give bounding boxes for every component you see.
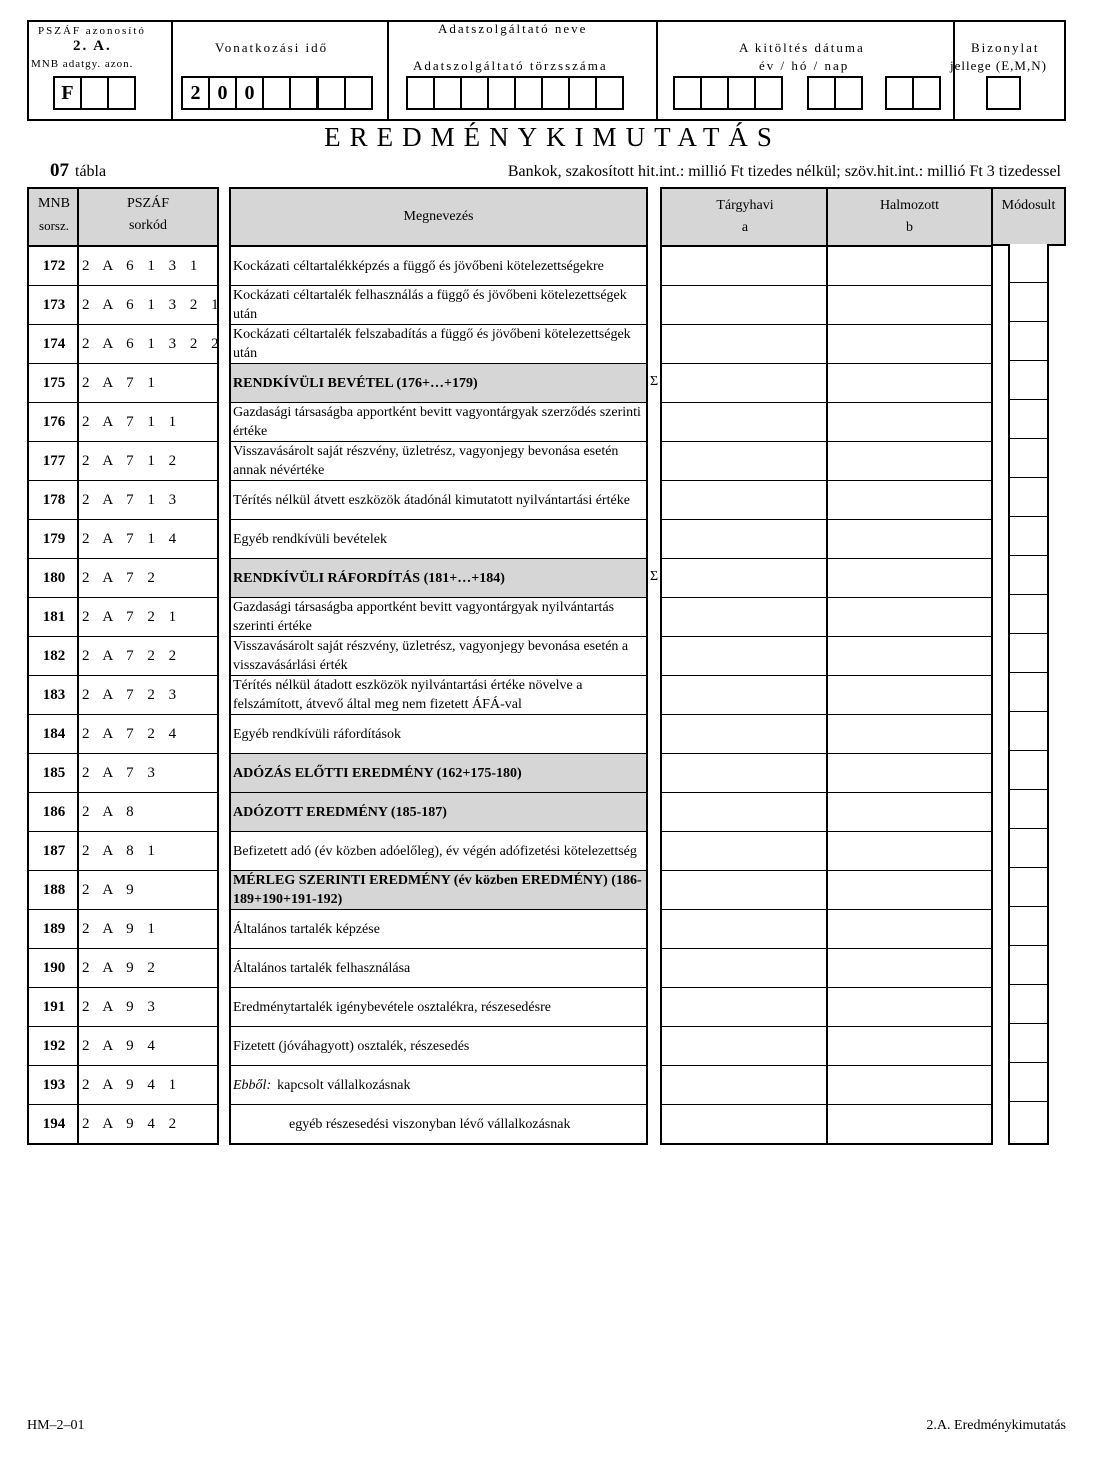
table-row	[662, 871, 991, 910]
row-description: Kockázati céltartalékképzés a függő és jövőbeni kötelezettségekre	[233, 258, 604, 274]
monthly-value-cell[interactable]	[662, 481, 826, 519]
input-cell[interactable]	[346, 78, 373, 108]
row-code: 2 A 9 3	[82, 999, 160, 1015]
table-row	[662, 832, 991, 871]
row-number: 174	[42, 336, 66, 352]
monthly-value-cell[interactable]	[662, 910, 826, 948]
row-code: 2 A 9 4 1	[82, 1077, 182, 1093]
row-number: 189	[42, 921, 66, 937]
name-col-header: Megnevezés	[403, 209, 474, 224]
cumulative-value-cell[interactable]	[828, 910, 991, 948]
row-number: 185	[42, 765, 66, 781]
input-cell[interactable]	[516, 78, 543, 108]
modified-cell[interactable]	[1010, 517, 1047, 556]
form-header	[27, 20, 1066, 121]
row-description-prefix: Ebből:	[233, 1077, 272, 1093]
monthly-value-cell[interactable]	[662, 247, 826, 285]
row-code: 2 A 9 2	[82, 960, 160, 976]
row-number: 172	[42, 258, 66, 274]
mnb-col-header	[29, 193, 79, 237]
table-row	[662, 754, 991, 793]
row-number: 194	[42, 1116, 66, 1132]
row-number: 183	[42, 687, 66, 703]
mnb-id-label: MNB adatgy. azon.	[31, 58, 134, 70]
table-row	[662, 949, 991, 988]
input-cell[interactable]	[462, 78, 489, 108]
input-cell[interactable]	[408, 78, 435, 108]
row-description: Térítés nélkül átvett eszközök átadónál kimutatott nyilvántartási értéke	[233, 492, 630, 508]
input-cell[interactable]: 0	[237, 78, 264, 108]
row-code: 2 A 9	[82, 882, 139, 898]
row-description-text: kapcsolt vállalkozásnak	[277, 1077, 411, 1093]
provider-reg-label: Adatszolgáltató törzsszáma	[413, 58, 608, 73]
header-divider	[171, 22, 173, 119]
row-description: egyéb részesedési viszonyban lévő vállalkozásnak	[289, 1117, 571, 1132]
cumulative-value-cell[interactable]	[828, 598, 991, 636]
table-row	[662, 715, 991, 754]
period-input-cells[interactable]	[181, 76, 318, 110]
row-description: Általános tartalék képzése	[233, 921, 380, 937]
row-number: 191	[42, 999, 66, 1015]
table-row	[662, 325, 991, 364]
table-row	[662, 520, 991, 559]
input-cell[interactable]	[729, 78, 756, 108]
table-row	[662, 481, 991, 520]
input-cell[interactable]	[597, 78, 624, 108]
row-code: 2 A 6 1 3 2 1	[82, 297, 224, 313]
input-cell[interactable]: F	[55, 78, 82, 108]
modified-cell[interactable]	[1010, 1024, 1047, 1063]
id-input-cells[interactable]	[53, 76, 136, 110]
row-number: 176	[42, 414, 66, 430]
row-number: 186	[42, 804, 66, 820]
provider-name-label: Adatszolgáltató neve	[438, 21, 588, 36]
modified-cell[interactable]	[1010, 400, 1047, 439]
row-description: Térítés nélkül átadott eszközök nyilvántartási értéke növelve a felszámított, átvevő által meg nem fizetett ÁFÁ-val	[233, 678, 583, 712]
cumulative-value-cell[interactable]	[828, 442, 991, 480]
header-divider	[387, 22, 389, 119]
row-number: 190	[42, 960, 66, 976]
cumulative-value-cell[interactable]	[828, 286, 991, 324]
input-cell[interactable]	[435, 78, 462, 108]
row-description: MÉRLEG SZERINTI EREDMÉNY (év közben EREDMÉNY) (186-189+190+191-192)	[233, 873, 642, 907]
monthly-value-cell[interactable]	[662, 442, 826, 480]
row-description: RENDKÍVÜLI BEVÉTEL (176+…+179)	[233, 375, 478, 391]
table-no: 07	[50, 160, 69, 181]
monthly-value-cell[interactable]	[662, 325, 826, 363]
modified-cell[interactable]	[1010, 907, 1047, 946]
monthly-value-cell[interactable]	[662, 676, 826, 714]
modified-cell[interactable]	[1010, 1102, 1047, 1141]
provider-input-cells[interactable]	[406, 76, 624, 110]
input-cell[interactable]	[887, 78, 914, 108]
cumulative-value-cell[interactable]	[828, 403, 991, 441]
row-number: 187	[42, 843, 66, 859]
row-code: 2 A 7 2 4	[82, 726, 182, 742]
row-code: 2 A 7 1 2	[82, 453, 182, 469]
footer-section-name: 2.A. Eredménykimutatás	[926, 1418, 1066, 1433]
input-cell[interactable]: 0	[210, 78, 237, 108]
cumulative-value-cell[interactable]	[828, 364, 991, 402]
table-row	[662, 793, 991, 832]
table-row	[662, 403, 991, 442]
modified-cell[interactable]	[1010, 478, 1047, 517]
row-code: 2 A 7 1 1	[82, 414, 182, 430]
fill-date-sub: év / hó / nap	[759, 58, 850, 73]
cumulative-header-label: Halmozott	[879, 198, 940, 213]
input-cell[interactable]	[988, 78, 1021, 108]
modified-cell[interactable]	[1010, 829, 1047, 868]
monthly-value-cell[interactable]	[662, 988, 826, 1026]
sum-marker: Σ	[650, 569, 659, 584]
cumulative-value-cell[interactable]	[828, 1105, 991, 1144]
row-code: 2 A 8	[82, 804, 139, 820]
row-code: 2 A 7 2 3	[82, 687, 182, 703]
table-row	[662, 559, 991, 598]
monthly-header-label: Tárgyhavi	[716, 198, 774, 213]
table-word: tábla	[75, 163, 107, 180]
modified-cell[interactable]	[1010, 322, 1047, 361]
monthly-value-cell[interactable]	[662, 637, 826, 675]
cumulative-value-cell[interactable]	[828, 481, 991, 519]
header-divider	[656, 22, 658, 119]
pszaf-col-header	[79, 193, 217, 237]
cumulative-value-cell[interactable]	[828, 988, 991, 1026]
mnb-header-sub: sorsz.	[39, 218, 69, 233]
row-code: 2 A 8 1	[82, 843, 160, 859]
month-input-cells[interactable]	[807, 76, 863, 110]
row-code: 2 A 9 1	[82, 921, 160, 937]
row-description: ADÓZÁS ELŐTTI EREDMÉNY (162+175-180)	[233, 765, 522, 781]
table-row	[662, 676, 991, 715]
doc-type-input-cell[interactable]	[986, 76, 1021, 110]
row-number: 188	[42, 882, 66, 898]
cumulative-value-cell[interactable]	[828, 325, 991, 363]
row-number: 175	[42, 375, 66, 391]
input-cell[interactable]	[489, 78, 516, 108]
table-row	[662, 910, 991, 949]
monthly-header-sub: a	[741, 220, 749, 235]
modified-cell[interactable]	[1010, 1063, 1047, 1102]
monthly-value-cell[interactable]	[662, 793, 826, 831]
table-row	[662, 286, 991, 325]
modified-cell[interactable]	[1010, 673, 1047, 712]
input-cell[interactable]	[82, 78, 109, 108]
table-row	[662, 1066, 991, 1105]
cumulative-col-header	[828, 195, 991, 239]
table-row	[662, 364, 991, 403]
monthly-value-cell[interactable]	[662, 715, 826, 753]
cumulative-value-cell[interactable]	[828, 715, 991, 753]
pszaf-id-label: PSZÁF azonosító	[38, 25, 146, 37]
row-description: Általános tartalék felhasználása	[233, 960, 411, 976]
cumulative-value-cell[interactable]	[828, 676, 991, 714]
modified-cell[interactable]	[1010, 361, 1047, 400]
value-rows	[662, 247, 991, 1143]
row-code: 2 A 7 1 4	[82, 531, 182, 547]
modified-cell[interactable]	[1010, 439, 1047, 478]
modified-cell[interactable]	[1010, 790, 1047, 829]
input-cell[interactable]	[570, 78, 597, 108]
year-input-cells[interactable]	[673, 76, 783, 110]
footer-form-code: HM–2–01	[27, 1418, 85, 1433]
row-code: 2 A 6 1 3 1	[82, 258, 203, 274]
modified-cell[interactable]	[1010, 946, 1047, 985]
table-row	[662, 1027, 991, 1066]
row-description: RENDKÍVÜLI RÁFORDÍTÁS (181+…+184)	[233, 570, 505, 586]
modified-col-header: Módosult	[1001, 198, 1056, 213]
doc-type-label: Bizonylat	[971, 40, 1040, 55]
value-block	[660, 187, 993, 1145]
table-number	[50, 160, 106, 182]
modified-cell[interactable]	[1010, 751, 1047, 790]
name-header	[231, 189, 646, 247]
cumulative-value-cell[interactable]	[828, 1027, 991, 1065]
row-description: Befizetett adó (év közben adóelőleg), év végén adófizetési kötelezettség	[233, 843, 637, 859]
input-cell[interactable]	[836, 78, 863, 108]
cumulative-value-cell[interactable]	[828, 832, 991, 870]
row-number: 173	[42, 297, 66, 313]
row-number: 182	[42, 648, 66, 664]
modified-header	[991, 187, 1066, 246]
modified-cell[interactable]	[1010, 985, 1047, 1024]
row-code: 2 A 9 4	[82, 1038, 160, 1054]
row-description: Egyéb rendkívüli ráfordítások	[233, 726, 401, 742]
row-description: Kockázati céltartalék felhasználás a függő és jövőbeni kötelezettségek után	[233, 288, 627, 322]
modified-cell[interactable]	[1010, 868, 1047, 907]
row-code: 2 A 7 2	[82, 570, 160, 586]
cumulative-value-cell[interactable]	[828, 637, 991, 675]
monthly-value-cell[interactable]	[662, 598, 826, 636]
monthly-col-header	[662, 195, 828, 239]
unit-note: Bankok, szakosított hit.int.: millió Ft tizedes nélkül; szöv.hit.int.: millió Ft 3 tizedessel	[507, 163, 1061, 180]
row-number: 180	[42, 570, 66, 586]
monthly-value-cell[interactable]	[662, 1105, 826, 1144]
table-row	[662, 1105, 991, 1144]
modified-cell[interactable]	[1010, 283, 1047, 322]
input-cell[interactable]	[109, 78, 136, 108]
monthly-value-cell[interactable]	[662, 949, 826, 987]
input-cell[interactable]	[291, 78, 318, 108]
modified-cell[interactable]	[1010, 634, 1047, 673]
input-cell[interactable]	[702, 78, 729, 108]
row-description: Gazdasági társaságba apportként bevitt vagyontárgyak nyilvántartás szerinti értéke	[233, 600, 615, 634]
row-code: 2 A 7 1	[82, 375, 160, 391]
monthly-value-cell[interactable]	[662, 871, 826, 909]
row-description: Visszavásárolt saját részvény, üzletrész, vagyonjegy bevonása esetén annak névértéke	[233, 444, 619, 478]
cumulative-value-cell[interactable]	[828, 793, 991, 831]
monthly-value-cell[interactable]	[662, 286, 826, 324]
row-number: 192	[42, 1038, 66, 1054]
period-input-cells-2[interactable]	[317, 76, 373, 110]
page-title: EREDMÉNYKIMUTATÁS	[324, 122, 781, 152]
code-header	[29, 189, 217, 247]
doc-type-sub: jellege (E,M,N)	[950, 58, 1047, 73]
table-row	[662, 442, 991, 481]
monthly-value-cell[interactable]	[662, 832, 826, 870]
pszaf-header-sub: sorkód	[128, 218, 168, 233]
cumulative-value-cell[interactable]	[828, 559, 991, 597]
row-code: 2 A 9 4 2	[82, 1116, 182, 1132]
input-cell[interactable]	[756, 78, 783, 108]
row-description: ADÓZOTT EREDMÉNY (185-187)	[233, 804, 447, 820]
cumulative-value-cell[interactable]	[828, 520, 991, 558]
input-cell[interactable]	[264, 78, 291, 108]
row-number: 178	[42, 492, 66, 508]
modified-cell[interactable]	[1010, 556, 1047, 595]
form-code: 2. A.	[73, 38, 112, 54]
row-description: Visszavásárolt saját részvény, üzletrész, vagyonjegy bevonása esetén a visszavásárlási érték	[233, 639, 629, 673]
row-number: 181	[42, 609, 66, 625]
cumulative-value-cell[interactable]	[828, 871, 991, 909]
row-code: 2 A 6 1 3 2 2	[82, 336, 224, 352]
monthly-value-cell[interactable]	[662, 559, 826, 597]
monthly-value-cell[interactable]	[662, 364, 826, 402]
fill-date-label: A kitöltés dátuma	[739, 40, 865, 55]
row-code: 2 A 7 3	[82, 765, 160, 781]
row-number: 177	[42, 453, 66, 469]
row-number: 193	[42, 1077, 66, 1093]
input-cell[interactable]	[319, 78, 346, 108]
monthly-value-cell[interactable]	[662, 754, 826, 792]
row-description: Fizetett (jóváhagyott) osztalék, részesedés	[233, 1038, 470, 1054]
row-description: Eredménytartalék igénybevétele osztalékra, részesedésre	[233, 999, 551, 1015]
pszaf-header-label: PSZÁF	[126, 196, 170, 211]
table-row	[662, 598, 991, 637]
cumulative-header-sub: b	[906, 220, 913, 235]
monthly-value-cell[interactable]	[662, 520, 826, 558]
input-cell[interactable]	[914, 78, 941, 108]
cumulative-value-cell[interactable]	[828, 754, 991, 792]
row-code: 2 A 7 1 3	[82, 492, 182, 508]
monthly-value-cell[interactable]	[662, 1027, 826, 1065]
day-input-cells[interactable]	[885, 76, 941, 110]
period-label: Vonatkozási idő	[215, 40, 329, 55]
row-number: 179	[42, 531, 66, 547]
input-cell[interactable]	[675, 78, 702, 108]
modified-cell[interactable]	[1010, 712, 1047, 751]
input-cell[interactable]	[543, 78, 570, 108]
cumulative-value-cell[interactable]	[828, 247, 991, 285]
input-cell[interactable]: 2	[183, 78, 210, 108]
row-number: 184	[42, 726, 66, 742]
row-code: 2 A 7 2 1	[82, 609, 182, 625]
cumulative-value-cell[interactable]	[828, 949, 991, 987]
modified-cell[interactable]	[1010, 595, 1047, 634]
monthly-value-cell[interactable]	[662, 1066, 826, 1104]
table-row	[662, 988, 991, 1027]
monthly-value-cell[interactable]	[662, 403, 826, 441]
table-row	[662, 247, 991, 286]
row-code: 2 A 7 2 2	[82, 648, 182, 664]
input-cell[interactable]	[809, 78, 836, 108]
modified-cell[interactable]	[1010, 244, 1047, 283]
row-description: Kockázati céltartalék felszabadítás a függő és jövőbeni kötelezettségek után	[233, 327, 631, 361]
modified-rows	[1010, 244, 1047, 1143]
row-description: Gazdasági társaságba apportként bevitt vagyontárgyak szerződés szerinti értéke	[233, 405, 641, 439]
table-row	[662, 637, 991, 676]
row-description: Egyéb rendkívüli bevételek	[233, 531, 387, 547]
modified-block	[1008, 244, 1049, 1145]
sum-marker: Σ	[650, 374, 659, 389]
mnb-header-label: MNB	[38, 196, 70, 211]
cumulative-value-cell[interactable]	[828, 1066, 991, 1104]
